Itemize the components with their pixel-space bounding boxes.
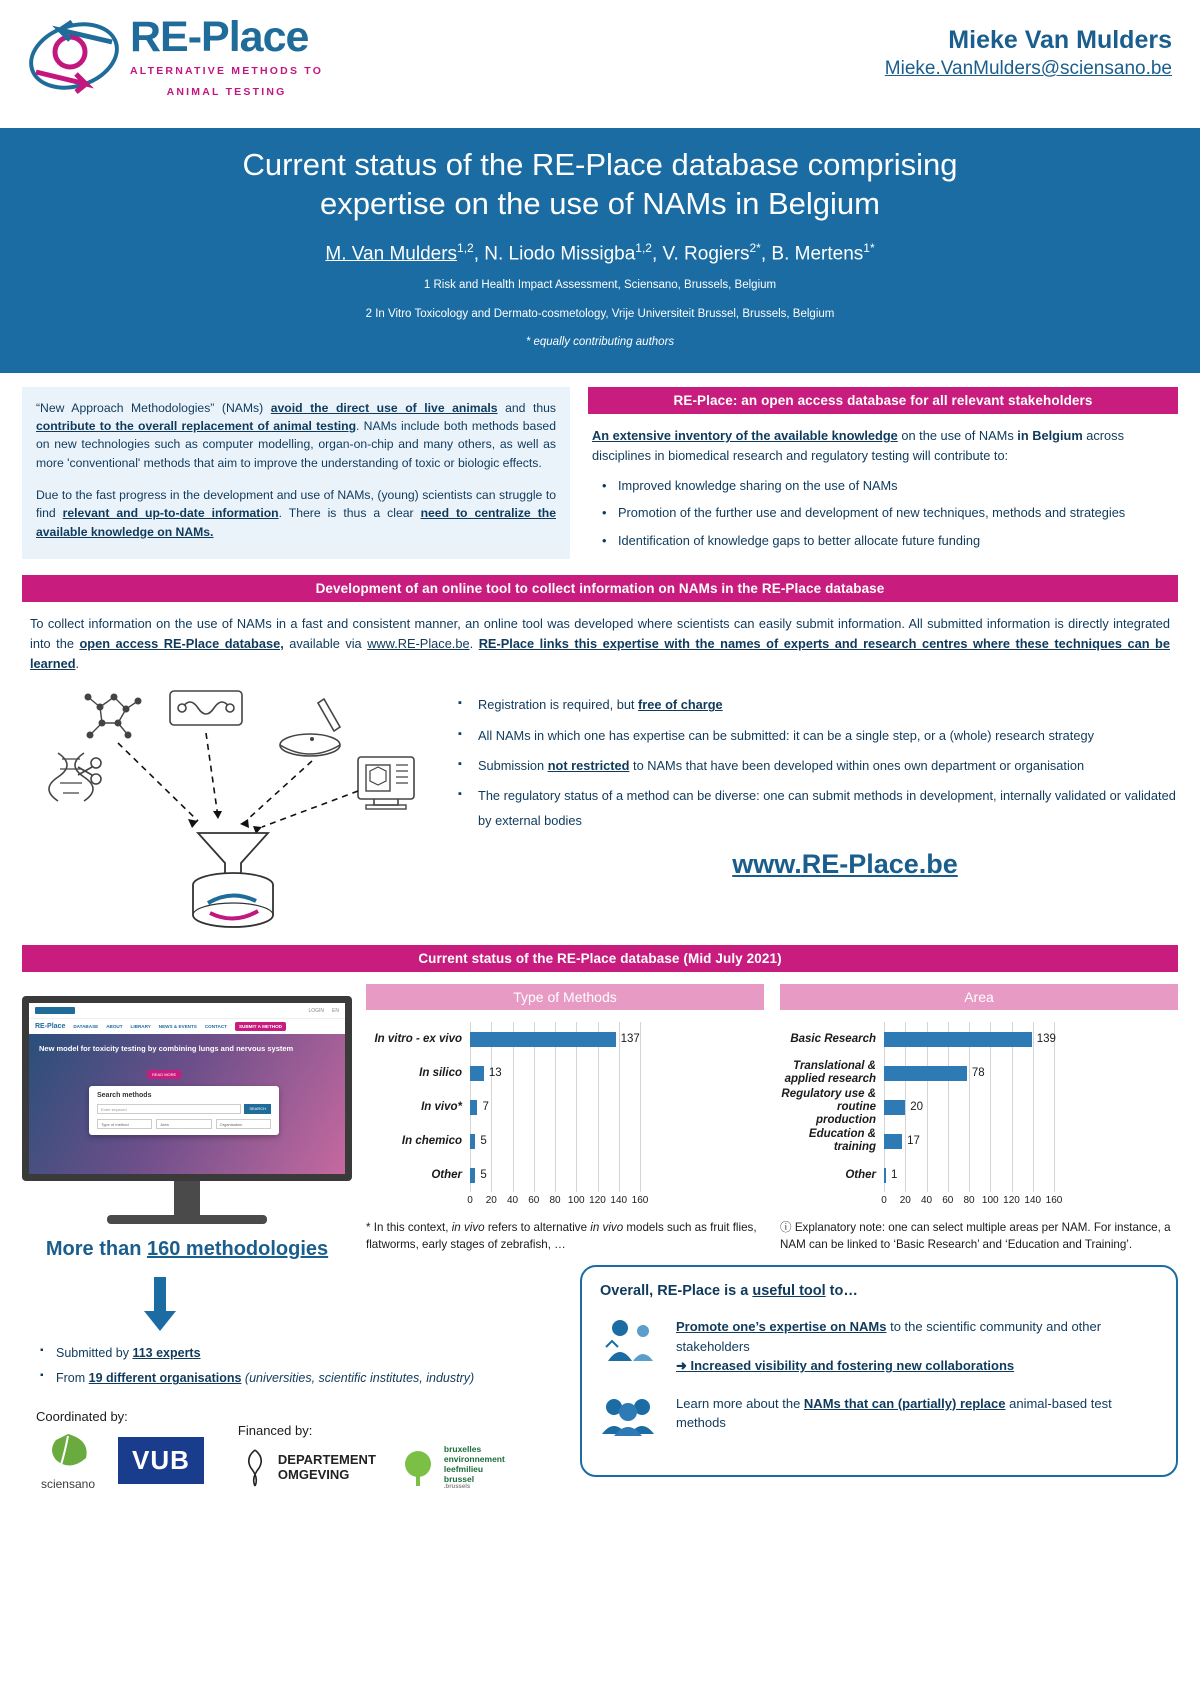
chart-bar-label: In silico — [419, 1066, 462, 1079]
chart-gridline — [1033, 1056, 1034, 1090]
chart-bar-label: Regulatory use & routine production — [781, 1087, 876, 1127]
overall-item-1-text: Promote one’s expertise on NAMs to the scientific community and other stakeholders ➜ Increased visibility and fostering new collaborations — [676, 1319, 1102, 1374]
chart-bar-track — [884, 1056, 1178, 1090]
open-access-body — [588, 414, 1178, 551]
bottom-left-col — [22, 1265, 562, 1491]
dept-line-1: DEPARTEMENT — [277, 1451, 376, 1467]
chart-axis-tick: 80 — [549, 1195, 561, 1207]
chart-axis-tick: 160 — [631, 1195, 649, 1207]
chart-axis-tick: 120 — [1003, 1195, 1020, 1207]
chart-gridline — [513, 1158, 514, 1192]
chart-bar-label: Education & training — [808, 1128, 876, 1154]
chart-gridline — [513, 1090, 514, 1124]
chart-bar-track — [470, 1022, 764, 1056]
vub-logo: VUB — [118, 1437, 204, 1484]
chart-gridline — [1054, 1124, 1055, 1158]
dna-icon — [49, 753, 101, 801]
chart-gridline — [619, 1124, 620, 1158]
chart-x-axis — [780, 1194, 1178, 1210]
chart-gridline — [990, 1056, 991, 1090]
overall-box — [580, 1265, 1178, 1477]
status-heading: Current status of the RE-Place database (Mid July 2021) — [22, 945, 1178, 972]
open-access-heading: RE-Place: an open access database for all relevant stakeholders — [588, 387, 1178, 414]
brussels-line-5: .brussels — [443, 1484, 471, 1491]
chart-bar — [884, 1032, 1032, 1047]
contact-email[interactable]: Mieke.VanMulders@sciensano.be — [884, 58, 1172, 79]
re-place-url[interactable]: www.RE-Place.be — [732, 849, 958, 880]
chart-axis-tick: 140 — [1024, 1195, 1042, 1207]
brussels-line-1: bruxelles — [443, 1443, 482, 1454]
title-banner — [0, 128, 1200, 373]
chart-gridline — [969, 1090, 970, 1124]
chart-gridline — [534, 1090, 535, 1124]
bruxelles-environnement-logo — [398, 1444, 505, 1492]
brussels-line-4: brussel — [443, 1474, 475, 1485]
list-item: ▪ From 19 different organisations (universities, scientific institutes, industry) — [56, 1366, 562, 1391]
chart-title: Area — [780, 984, 1178, 1010]
chart-gridline — [1054, 1158, 1055, 1192]
chart-gridline — [576, 1056, 577, 1090]
screenshot-nav-about[interactable]: ABOUT — [106, 1024, 123, 1030]
chart-bar-value: 5 — [480, 1135, 487, 1148]
chart-bar — [884, 1066, 967, 1081]
filter-area[interactable]: Area — [156, 1119, 211, 1129]
poster-title-line2: expertise on the use of NAMs in Belgium — [320, 185, 880, 221]
chart-gridline — [555, 1124, 556, 1158]
chart-bar-label: Other — [845, 1168, 876, 1181]
chart-plot-area — [366, 1022, 764, 1210]
chart-gridline — [990, 1124, 991, 1158]
chart-bar-value: 1 — [891, 1169, 898, 1182]
sciensano-wordmark: sciensano — [40, 1477, 96, 1492]
chart-gridline — [948, 1158, 949, 1192]
chart-gridline — [1033, 1124, 1034, 1158]
departement-omgeving-logo — [238, 1448, 376, 1488]
re-place-url-inline[interactable]: www.RE-Place.be — [367, 635, 470, 651]
chart-gridline — [640, 1022, 641, 1056]
chart-area — [780, 984, 1178, 1261]
chart-axis-tick: 60 — [942, 1195, 954, 1207]
chart-title: Type of Methods — [366, 984, 764, 1010]
chart-bar-value: 137 — [620, 1033, 640, 1046]
intro-row — [22, 387, 1178, 559]
overall-title: Overall, RE-Place is a useful tool to… — [600, 1283, 858, 1300]
open-access-lead: An extensive inventory of the available knowledge on the use of NAMs in Belgium across disciplines in biomedical research and regulatory testing will contribute to: — [592, 427, 1124, 463]
chart-gridline — [491, 1124, 492, 1158]
chart-bar — [470, 1032, 616, 1047]
list-item: ▪ All NAMs in which one has expertise can be submitted: it can be a single step, or a (whole) research strategy — [474, 724, 1178, 748]
chart-gridline — [1012, 1056, 1013, 1090]
chart-gridline — [969, 1124, 970, 1158]
molecule-icon — [85, 694, 141, 738]
chart-gridline — [640, 1124, 641, 1158]
logo-subtitle-2: ANIMAL TESTING — [166, 85, 287, 98]
screenshot-top-lang: EN — [332, 1007, 339, 1014]
chart-gridline — [969, 1158, 970, 1192]
chart-bar-track — [884, 1022, 1178, 1056]
chart-axis-tick: 100 — [567, 1195, 585, 1207]
contact-name: Mieke Van Mulders — [948, 26, 1172, 54]
chart-x-axis — [366, 1194, 764, 1210]
tool-bullets — [452, 679, 1178, 929]
chart-bar-label: Basic Research — [790, 1032, 876, 1045]
funding-row — [22, 1409, 562, 1491]
organ-on-chip-icon — [170, 691, 242, 725]
chart-axis-tick: 140 — [610, 1195, 628, 1207]
chart-bar-value: 13 — [488, 1067, 502, 1080]
chart-bar-label: In vitro - ex vivo — [374, 1032, 462, 1045]
petri-dish-icon — [280, 699, 340, 756]
chart-gridline — [927, 1124, 928, 1158]
stats-bullets — [22, 1341, 562, 1391]
charts-area — [366, 984, 1178, 1261]
chart-bar-value: 139 — [1036, 1033, 1056, 1046]
screenshot-nav-database[interactable]: DATABASE — [73, 1024, 99, 1030]
chart-gridline — [598, 1056, 599, 1090]
chart-plot-area — [780, 1022, 1178, 1210]
chart-gridline — [1054, 1056, 1055, 1090]
chart-bar-row — [780, 1087, 1178, 1127]
chart-bar-value: 17 — [907, 1135, 920, 1148]
more-methodologies: More than 160 methodologies — [45, 1238, 329, 1261]
coordinated-by-block — [36, 1409, 204, 1491]
in-silico-computer-icon — [358, 757, 414, 809]
list-item: ▪ Submission not restricted to NAMs that have been developed within ones own department or organisation — [474, 754, 1178, 778]
chart-gridline — [598, 1158, 599, 1192]
list-item: • Identification of knowledge gaps to better allocate future funding — [618, 531, 1174, 551]
chart-axis-tick: 60 — [528, 1195, 540, 1207]
status-section — [22, 945, 1178, 1491]
chart-bar-row — [780, 1124, 1178, 1158]
open-access-section — [588, 387, 1178, 559]
dept-line-2: OMGEVING — [277, 1466, 350, 1482]
status-row — [22, 984, 1178, 1261]
intro-paragraph-1: “New Approach Methodologies” (NAMs) avoid the direct use of live animals and thus contribute to the overall replacement of animal testing. NAMs include both methods based on new technologies such as computer modelling, organ-on-chip and many others, as well as more 'conventional' methods that aim to improve the understanding of toxic or biologic effects. — [36, 400, 557, 470]
screenshot-hero-text: New model for toxicity testing by combining lungs and nervous system — [39, 1044, 294, 1054]
chart-bar-value: 5 — [480, 1169, 487, 1182]
chart-gridline — [598, 1090, 599, 1124]
chart-axis-tick: 20 — [485, 1195, 497, 1207]
chart-bar-track — [470, 1090, 764, 1124]
chart-gridline — [990, 1158, 991, 1192]
chart-gridline — [640, 1158, 641, 1192]
chart-bar-row — [366, 1022, 764, 1056]
chart-bar-label: Translational & applied research — [784, 1060, 876, 1086]
database-cylinder-icon — [193, 873, 273, 927]
chart-axis-tick: 160 — [1045, 1195, 1063, 1207]
chart-bar-track — [470, 1056, 764, 1090]
chart-axis-tick: 0 — [467, 1195, 473, 1207]
people-group-icon — [600, 1394, 660, 1444]
chart-gridline — [534, 1158, 535, 1192]
chart-bar — [884, 1134, 902, 1149]
chart-bar-label: In chemico — [401, 1134, 462, 1147]
chart-gridline — [927, 1090, 928, 1124]
chart-gridline — [576, 1158, 577, 1192]
chart-bar-track — [884, 1090, 1178, 1124]
chart-bar — [884, 1168, 886, 1183]
poster-title-line1: Current status of the RE-Place database comprising — [242, 147, 958, 182]
financed-by-block — [238, 1423, 505, 1492]
logo-mark-icon — [26, 12, 122, 104]
list-item: • Improved knowledge sharing on the use of NAMs — [618, 476, 1174, 496]
chart-axis-tick: 80 — [963, 1195, 975, 1207]
intro-text-box — [22, 387, 570, 559]
chart-gridline — [1012, 1124, 1013, 1158]
logo-subtitle-1: ALTERNATIVE METHODS TO — [130, 64, 324, 77]
chart-bar-value: 7 — [482, 1101, 489, 1114]
chart-bar-row — [780, 1056, 1178, 1090]
financed-by-label: Financed by: — [237, 1422, 313, 1438]
chart-gridline — [1054, 1090, 1055, 1124]
open-access-bullets — [592, 476, 1174, 551]
chart-gridline — [1012, 1090, 1013, 1124]
search-input[interactable]: Enter keyword — [97, 1104, 241, 1114]
chart-gridline — [491, 1090, 492, 1124]
chart-gridline — [990, 1090, 991, 1124]
chart-bar-row — [780, 1158, 1178, 1192]
chart-gridline — [619, 1056, 620, 1090]
list-item: • Promotion of the further use and development of new techniques, methods and strategies — [618, 503, 1174, 523]
chart-gridline — [1033, 1090, 1034, 1124]
chart-axis-tick: 100 — [981, 1195, 999, 1207]
screenshot-nav-library[interactable]: LIBRARY — [130, 1024, 151, 1030]
screenshot-top-login: LOGIN — [308, 1007, 325, 1014]
list-item: ▪ The regulatory status of a method can be diverse: one can submit methods in development, internally validated or validated by external bodies — [474, 784, 1178, 833]
chart-gridline — [1012, 1158, 1013, 1192]
expert-network-icon — [600, 1317, 660, 1371]
screenshot-search-title: Search methods — [97, 1092, 152, 1100]
chart-gridline — [513, 1124, 514, 1158]
chart-gridline — [1033, 1158, 1034, 1192]
chart-bar-row — [780, 1022, 1178, 1056]
chart-bar-row — [366, 1056, 764, 1090]
affiliation-2: 2 In Vitro Toxicology and Dermato-cosmetology, Vrije Universiteit Brussel, Brussels, Belgium — [365, 307, 835, 320]
affiliation-1: 1 Risk and Health Impact Assessment, Sciensano, Brussels, Belgium — [423, 278, 777, 291]
footnote-area-explanation: ⓘ Explanatory note: one can select multiple areas per NAM. For instance, a NAM can be linked to ‘Basic Research’ and ‘Education and Training’. — [780, 1221, 1171, 1252]
chart-gridline — [640, 1056, 641, 1090]
author-list: M. Van Mulders$^{1,2}$, N. Liodo Missigba$^{1,2}$, V. Rogiers$^{2*}$, B. Mertens$^{1*}$ — [325, 240, 875, 264]
coordinated-by-label: Coordinated by: — [36, 1409, 128, 1425]
filter-organisation[interactable]: Organisation — [216, 1119, 271, 1129]
chart-axis-tick: 20 — [899, 1195, 911, 1207]
chart-axis-tick: 120 — [589, 1195, 606, 1207]
chart-gridline — [534, 1056, 535, 1090]
list-item: ▪ Submitted by 113 experts — [56, 1341, 562, 1366]
chart-gridline — [640, 1090, 641, 1124]
intro-paragraph-2: Due to the fast progress in the development and use of NAMs, (young) scientists can struggle to find relevant and up-to-date information. There is thus a clear need to centralize the available knowledge on NAMs. — [36, 488, 556, 539]
chart-bar-track — [470, 1158, 764, 1192]
tool-heading: Development of an online tool to collect information on NAMs in the RE-Place database — [22, 575, 1178, 602]
chart-bar — [470, 1100, 477, 1115]
chart-gridline — [619, 1090, 620, 1124]
chart-bar-track — [884, 1124, 1178, 1158]
chart-bar-value: 20 — [910, 1101, 924, 1114]
chart-gridline — [598, 1124, 599, 1158]
chart-gridline — [927, 1158, 928, 1192]
chart-bar-label: Other — [431, 1168, 462, 1181]
overall-item-2 — [600, 1394, 1158, 1444]
logo-title: RE-Place — [130, 12, 309, 61]
overall-item-1 — [600, 1317, 1158, 1376]
chart-bar — [470, 1134, 475, 1149]
tool-body-text: To collect information on the use of NAMs in a fast and consistent manner, an online tool was developed where scientists can easily submit information. All submitted information is directly integrated into the open access RE-Place database, available via www.RE-Place.be. RE-Place links this expertise with the names of experts and research centres where these techniques can be learned. — [30, 615, 1170, 671]
chart-gridline — [619, 1158, 620, 1192]
chart-bar — [470, 1066, 484, 1081]
chart-gridline — [534, 1124, 535, 1158]
screenshot-read-more[interactable]: READ MORE — [147, 1070, 181, 1079]
chart-bar-label: In vivo* — [421, 1100, 462, 1113]
chart-gridline — [555, 1056, 556, 1090]
chart-axis-tick: 40 — [506, 1195, 519, 1207]
chart-bar-row — [366, 1090, 764, 1124]
chart-bar — [470, 1168, 475, 1183]
affiliation-note: * equally contributing authors — [525, 336, 675, 349]
workflow-diagram — [22, 679, 452, 929]
chart-gridline — [948, 1124, 949, 1158]
footnote-in-vivo: * In this context, in vivo refers to alternative in vivo models such as fruit flies, flatworms, early stages of zebrafish, … — [366, 1221, 757, 1252]
chart-bar-value: 78 — [971, 1067, 985, 1080]
brussels-line-2: environnement — [443, 1453, 505, 1464]
bottom-area — [22, 1265, 1178, 1491]
search-button[interactable]: SEARCH — [244, 1104, 271, 1114]
overall-item-2-text: Learn more about the NAMs that can (partially) replace animal-based test methods — [676, 1395, 1112, 1431]
chart-gridline — [555, 1158, 556, 1192]
screenshot-nav-news[interactable]: NEWS & EVENTS — [158, 1024, 197, 1030]
chart-gridline — [555, 1090, 556, 1124]
list-item: ▪ Registration is required, but free of charge — [474, 693, 1178, 717]
poster-header — [0, 0, 1200, 128]
chart-bar — [884, 1100, 905, 1115]
tool-section — [22, 575, 1178, 929]
chart-bar-track — [884, 1158, 1178, 1192]
screenshot-nav-contact[interactable]: CONTACT — [204, 1024, 227, 1030]
chart-gridline — [576, 1090, 577, 1124]
chart-axis-tick: 0 — [881, 1195, 887, 1207]
tool-middle-row — [22, 679, 1178, 929]
brussels-line-3: leefmilieu — [443, 1463, 484, 1474]
chart-bar-track — [470, 1124, 764, 1158]
funnel-icon — [198, 833, 268, 877]
chart-gridline — [948, 1090, 949, 1124]
chart-gridline — [576, 1124, 577, 1158]
chart-type-of-methods — [366, 984, 764, 1261]
contact-block — [885, 26, 1172, 80]
re-place-logo — [26, 12, 323, 104]
chart-gridline — [513, 1056, 514, 1090]
chart-bar-row — [366, 1158, 764, 1192]
website-screenshot: LOGIN EN RE-Place DATABASE ABOUT LIBRARY NEWS & EVENTS CONTACT SUBMIT A METHOD New model for toxicity testing by combining lungs and nervous system READ MORE Search methods Enter keyword SEARCH Type of method Area Organisation More than 160 methodologies — [22, 984, 352, 1261]
arrow-down-icon — [142, 1277, 168, 1331]
chart-gridline — [491, 1158, 492, 1192]
overall-section — [580, 1265, 1178, 1491]
screenshot-submit-button[interactable]: SUBMIT A METHOD — [235, 1022, 286, 1031]
chart-axis-tick: 40 — [920, 1195, 933, 1207]
filter-type-of-method[interactable]: Type of method — [97, 1119, 152, 1129]
chart-gridline — [905, 1158, 906, 1192]
chart-bar-row — [366, 1124, 764, 1158]
sciensano-logo — [36, 1430, 100, 1491]
